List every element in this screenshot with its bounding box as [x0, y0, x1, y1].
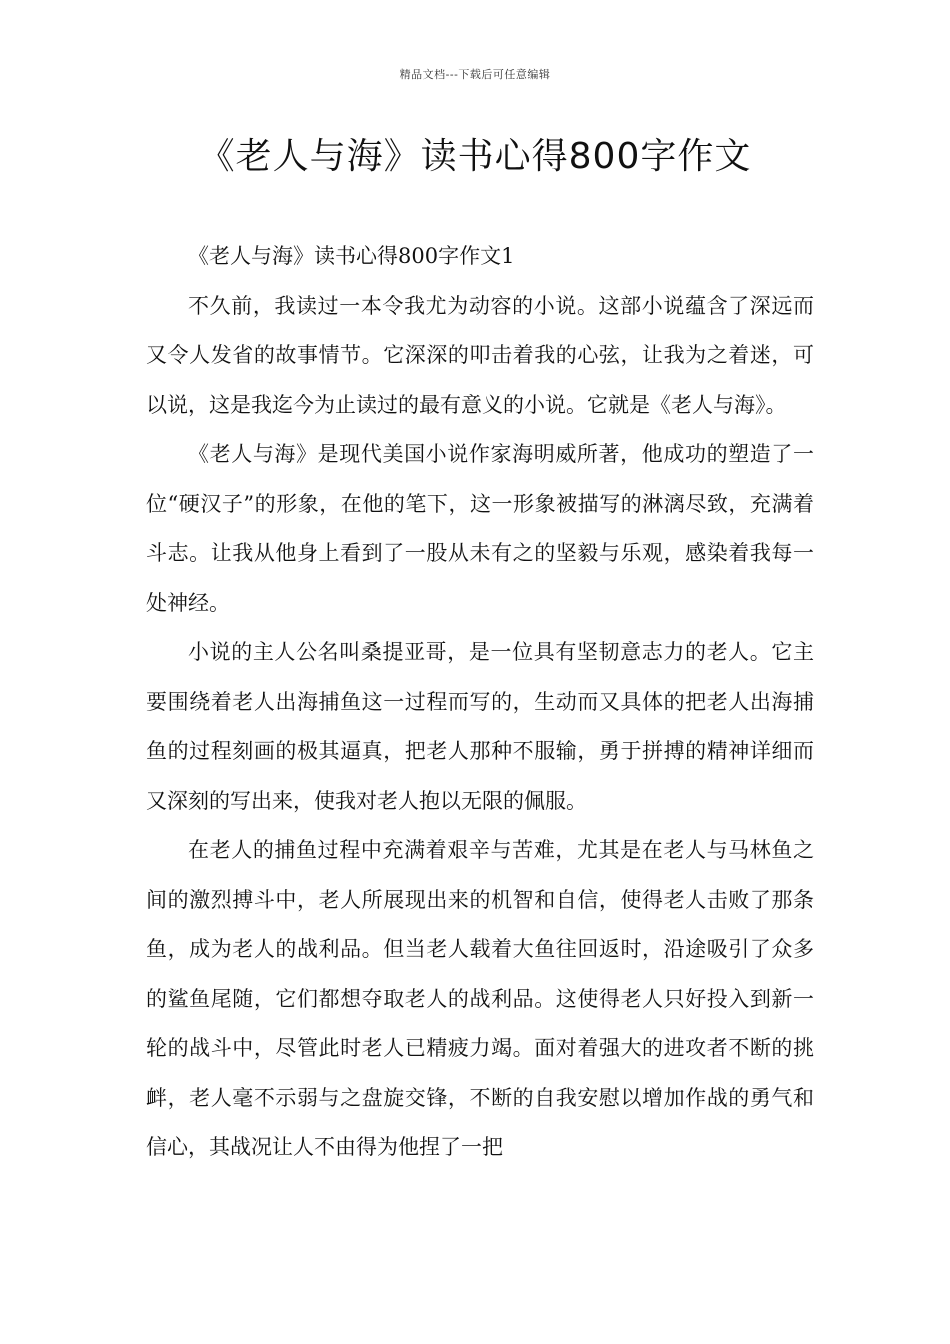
section-subtitle: 《老人与海》读书心得800字作文1 [188, 244, 515, 268]
paragraph-1: 不久前，我读过一本令我尤为动容的小说。这部小说蕴含了深远而又令人发省的故事情节。它深深的叩击着我的心弦，让我为之着迷，可以说，这是我迄今为止读过的最有意义的小说。它就是《老人与海》。 [146, 293, 814, 417]
paragraph-3: 小说的主人公名叫桑提亚哥，是一位具有坚韧意志力的老人。它主要围绕着老人出海捕鱼这一过程而写的，生动而又具体的把老人出海捕鱼的过程刻画的极其逼真，把老人那种不服输，勇于拼搏的精神详细而又深刻的写出来，使我对老人抱以无限的佩服。 [146, 640, 814, 813]
paragraph-2: 《老人与海》是现代美国小说作家海明威所著，他成功的塑造了一位“硬汉子”的形象，在他的笔下，这一形象被描写的淋漓尽致，充满着斗志。让我从他身上看到了一股从未有之的坚毅与乐观，感染着我每一处神经。 [146, 442, 814, 615]
document-body [146, 232, 814, 1173]
document-title: 《老人与海》读书心得800字作文 [198, 136, 752, 177]
paragraph-4: 在老人的捕鱼过程中充满着艰辛与苦难，尤其是在老人与马林鱼之间的激烈搏斗中，老人所展现出来的机智和自信，使得老人击败了那条鱼，成为老人的战利品。但当老人载着大鱼往回返时，沿途吸引了众多的鲨鱼尾随，它们都想夺取老人的战利品。这使得老人只好投入到新一轮的战斗中，尽管此时老人已精疲力竭。面对着强大的进攻者不断的挑衅，老人毫不示弱与之盘旋交锋，不断的自我安慰以增加作战的勇气和信心，其战况让人不由得为他捏了一把 [146, 838, 814, 1159]
header-note: 精品文档---下载后可任意编辑 [399, 68, 551, 81]
